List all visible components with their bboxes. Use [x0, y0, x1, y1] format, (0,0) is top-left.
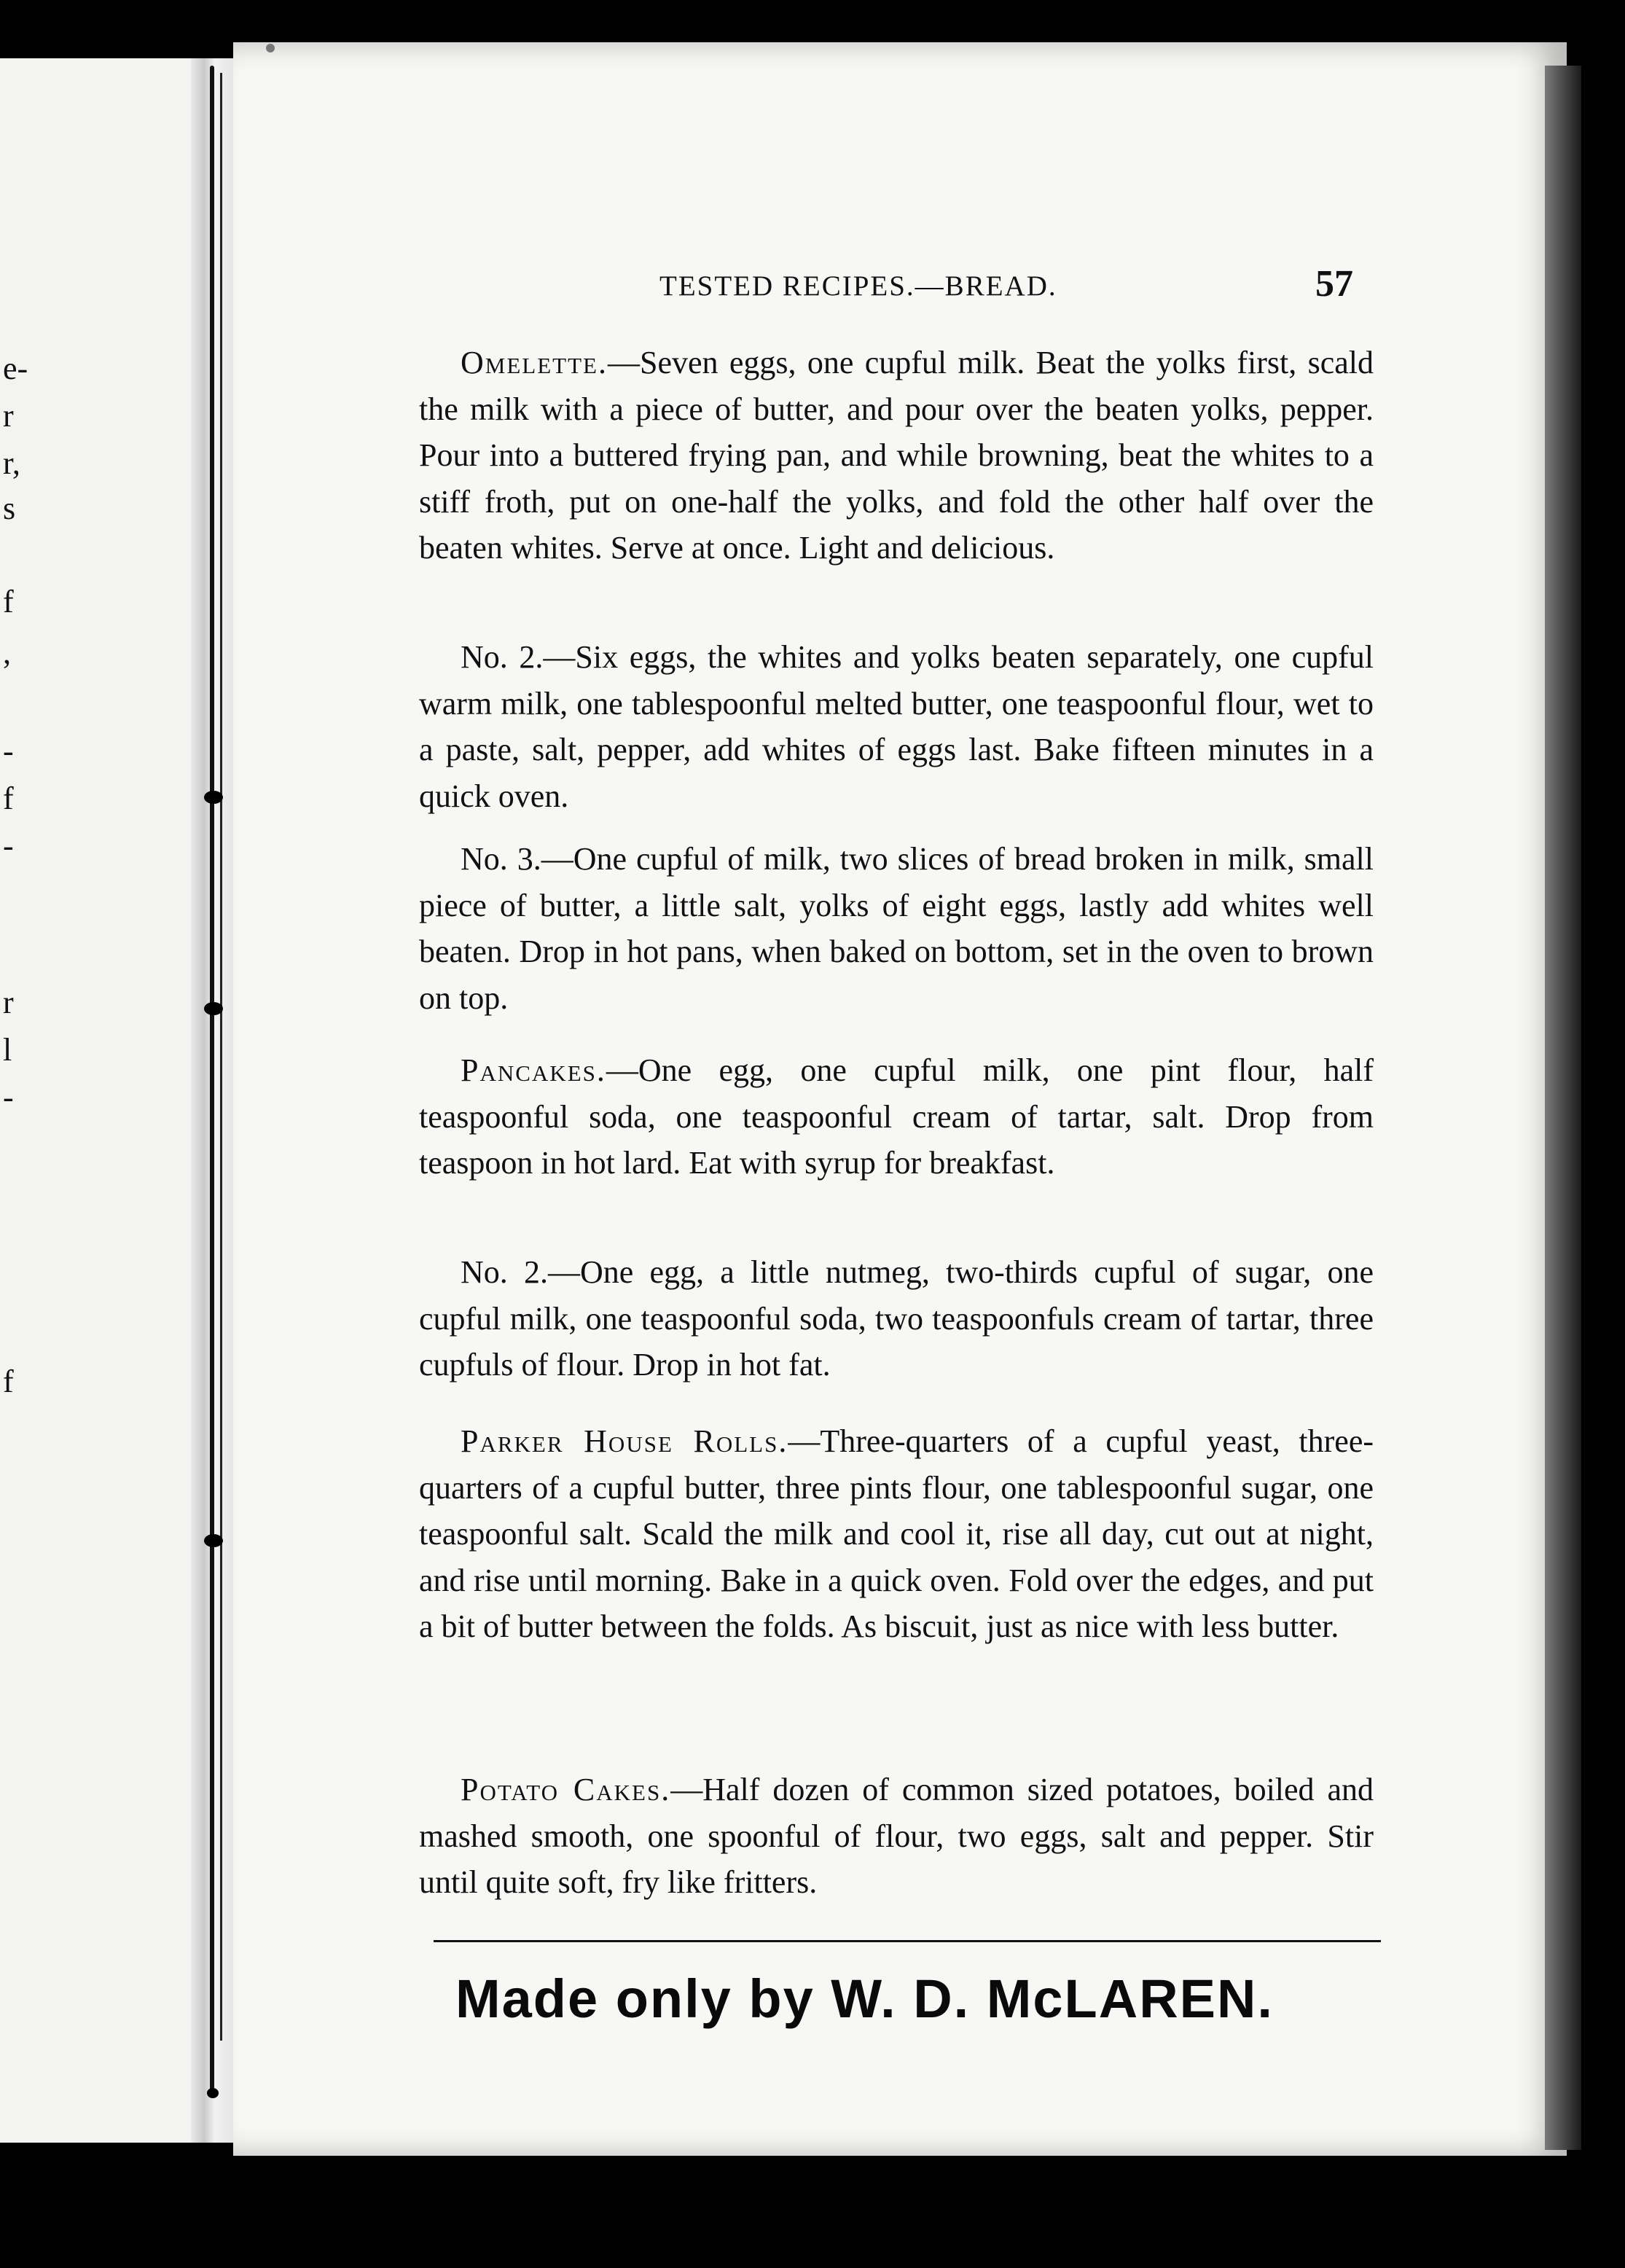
recipe-pancakes-no2 [419, 1249, 1374, 1388]
recipe-paragraph [419, 1047, 1374, 1186]
prev-page-fragment: f [3, 781, 14, 816]
recipe-paragraph [419, 634, 1374, 819]
binding-thread [220, 73, 222, 2041]
footer-rule [434, 1940, 1381, 1942]
scan-speck [266, 44, 275, 52]
recipe-omelette-no3 [419, 836, 1374, 1021]
recipe-title: Potato Cakes. [461, 1772, 671, 1807]
prev-page-fragment: l [3, 1032, 12, 1068]
recipe-title: Omelette. [461, 345, 608, 380]
binding-knot [204, 1534, 223, 1547]
prev-page-fragment: f [3, 584, 14, 619]
recipe-title: Pancakes. [461, 1052, 606, 1088]
recipe-body: —One egg, a little nutmeg, two-thirds cupful of sugar, one cupful milk, one teaspoonful soda, two teaspoonfuls cream of tartar, three cupfuls of flour. Drop in hot fat. [419, 1254, 1374, 1383]
prev-page-fragment: , [3, 635, 11, 670]
prev-page-fragment: - [3, 733, 14, 769]
recipe-body: —One cupful of milk, two slices of bread broken in milk, small piece of butter, a little salt, yolks of eight eggs, lastly add whites well beaten. Drop in hot pans, when baked on bottom, set in the oven to brown on top. [419, 841, 1374, 1016]
binding-knot [204, 791, 223, 804]
recipe-body: —Three-quarters of a cupful yeast, three-quarters of a cupful butter, three pints flour, one tablespoonful sugar, one teaspoonful salt. Scald the milk and cool it, rise all day, cut out at night, and rise until morning. Bake in a quick oven. Fold over the edges, and put a bit of butter between the folds. As biscuit, just as nice with less butter. [419, 1423, 1374, 1644]
recipe-paragraph [419, 1767, 1374, 1906]
recipe-potato-cakes [419, 1767, 1374, 1906]
recipe-paragraph [419, 1249, 1374, 1388]
prev-page-fragment: - [3, 828, 14, 864]
running-header: TESTED RECIPES.—BREAD. [659, 270, 1057, 302]
page-number: 57 [1315, 263, 1353, 305]
recipe-omelette-no2 [419, 634, 1374, 819]
binding-thread [210, 66, 214, 2092]
prev-page-fragment: r [3, 398, 14, 434]
recipe-body: —Seven eggs, one cupful milk. Beat the yolks first, scald the milk with a piece of butter, and pour over the beaten yolks, pepper. Pour into a buttered frying pan, and while browning, beat the whites to a stiff froth, put on one-half the yolks, and fold the other half over the beaten whites. Serve at once. Light and delicious. [419, 345, 1374, 566]
recipe-body: —One egg, one cupful milk, one pint flour, half teaspoonful soda, one teaspoonful cream of tartar, salt. Drop from teaspoon in hot lard. Eat with syrup for breakfast. [419, 1052, 1374, 1181]
page-shadow-edge [1545, 66, 1581, 2150]
binding-knot [207, 2088, 219, 2098]
recipe-pancakes [419, 1047, 1374, 1186]
recipe-paragraph [419, 340, 1374, 571]
recipe-title: No. 2. [461, 1254, 548, 1290]
recipe-omelette [419, 340, 1374, 571]
recipe-title: No. 3. [461, 841, 541, 877]
prev-page-fragment: f [3, 1364, 14, 1399]
recipe-body: —Six eggs, the whites and yolks beaten separately, one cupful warm milk, one tablespoonful melted butter, one teaspoonful flour, wet to a paste, salt, pepper, add whites of eggs last. Bake fifteen minutes in a quick oven. [419, 639, 1374, 814]
prev-page-fragment: - [3, 1079, 14, 1115]
prev-page-fragment: r [3, 985, 14, 1020]
prev-page-fragment: r, [3, 445, 20, 481]
prev-page-fragment: e- [3, 351, 28, 386]
recipe-paragraph [419, 1418, 1374, 1650]
binding-knot [204, 1002, 223, 1015]
recipe-parker-house-rolls [419, 1418, 1374, 1650]
prev-page-fragment: s [3, 490, 16, 526]
recipe-paragraph [419, 836, 1374, 1021]
recipe-title: No. 2. [461, 639, 544, 675]
scan-speck [1319, 9, 1331, 29]
advertisement-footer: Made only by W. D. McLAREN. [455, 1968, 1274, 2029]
recipe-title: Parker House Rolls. [461, 1423, 788, 1459]
previous-page-edge [0, 58, 211, 2143]
recipe-body: —Half dozen of common sized potatoes, boiled and mashed smooth, one spoonful of flour, two eggs, salt and pepper. Stir until quite soft, fry like fritters. [419, 1772, 1374, 1900]
